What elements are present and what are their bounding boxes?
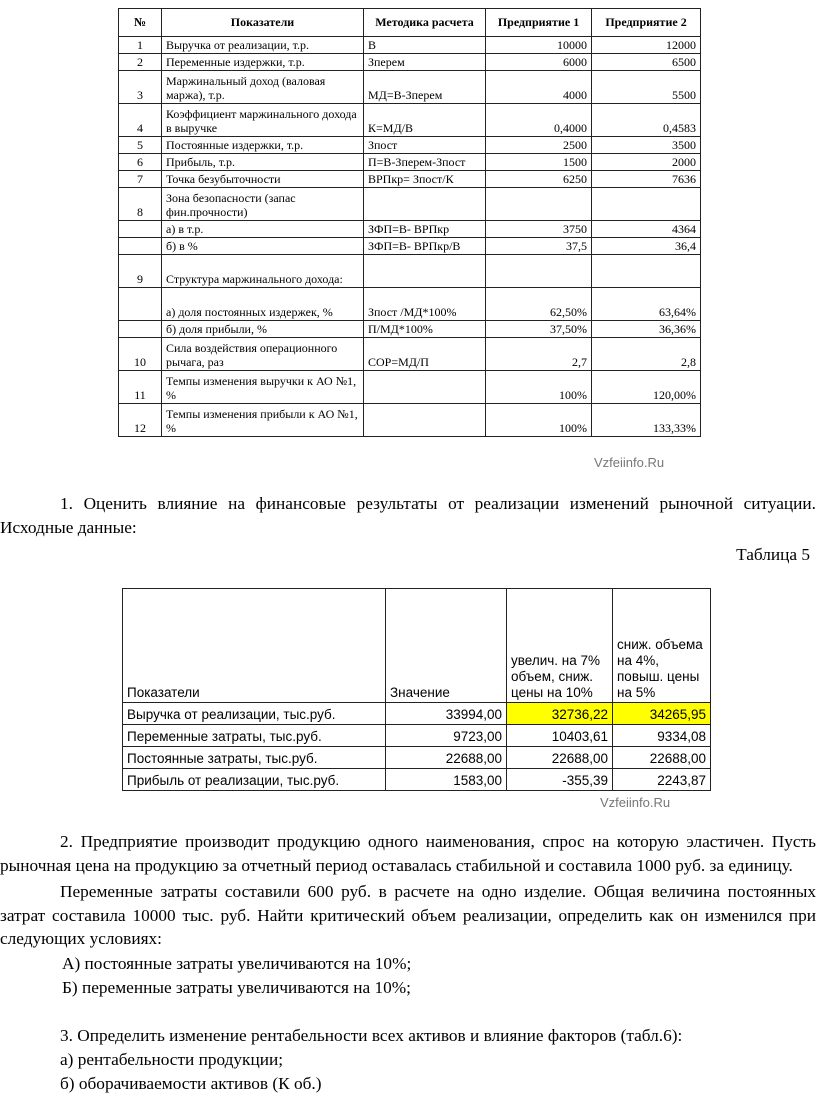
- table-row: [119, 37, 701, 54]
- row-enterprise-2: [592, 255, 701, 288]
- task-1-text: 1. Оценить влияние на финансовые результаты от реализации изменений рыночной ситуации. Исходные данные:: [0, 494, 816, 537]
- condition-b: Б) переменные затраты увеличиваются на 10%;: [62, 978, 411, 997]
- row-number: 9: [119, 255, 162, 288]
- table-row: [119, 321, 701, 338]
- row-number: 8: [119, 188, 162, 221]
- row-scenario-1: -355,39: [507, 769, 613, 791]
- table-row: [119, 221, 701, 238]
- table-row: [119, 338, 701, 371]
- condition-a: А) постоянные затраты увеличиваются на 10%;: [62, 954, 412, 973]
- task-2-details: Переменные затраты составили 600 руб. в расчете на одно изделие. Общая величина постоянных затрат составила 10000 тыс. руб. Найти критический объем реализации, определить как он изменился при следующих условиях:: [0, 882, 816, 948]
- table-row: [123, 747, 711, 769]
- row-enterprise-1: 6250: [486, 171, 592, 188]
- row-number: 7: [119, 171, 162, 188]
- row-method: Зперем: [364, 54, 486, 71]
- row-enterprise-2: 3500: [592, 137, 701, 154]
- table-caption: Таблица 5: [736, 545, 810, 564]
- table-row: [119, 154, 701, 171]
- row-method: ВРПкр= Зпост/К: [364, 171, 486, 188]
- row-indicator: Постоянные затраты, тыс.руб.: [123, 747, 386, 769]
- row-enterprise-2: 120,00%: [592, 371, 701, 404]
- row-enterprise-2: 2000: [592, 154, 701, 171]
- row-method: П=В-Зперем-Зпост: [364, 154, 486, 171]
- row-enterprise-2: 12000: [592, 37, 701, 54]
- row-method: МД=В-Зперем: [364, 71, 486, 104]
- row-indicator: Выручка от реализации, тыс.руб.: [123, 703, 386, 725]
- row-method: ЗФП=В- ВРПкр/В: [364, 238, 486, 255]
- header-enterprise-1: Предприятие 1: [486, 9, 592, 37]
- table-row: [119, 137, 701, 154]
- table-row: [119, 255, 701, 288]
- row-enterprise-2: 2,8: [592, 338, 701, 371]
- header-scenario-2: сниж. объема на 4%, повыш. цены на 5%: [613, 589, 711, 703]
- header-indicator: Показатели: [123, 589, 386, 703]
- row-enterprise-1: 0,4000: [486, 104, 592, 137]
- row-enterprise-2: 7636: [592, 171, 701, 188]
- indicators-table: [118, 8, 701, 437]
- row-enterprise-1: 37,5: [486, 238, 592, 255]
- row-indicator: б) доля прибыли, %: [162, 321, 364, 338]
- row-indicator: Маржинальный доход (валовая маржа), т.р.: [162, 71, 364, 104]
- row-indicator: Прибыль, т.р.: [162, 154, 364, 171]
- row-enterprise-1: 37,50%: [486, 321, 592, 338]
- table-row: [119, 71, 701, 104]
- header-scenario-1: увелич. на 7% объем, сниж. цены на 10%: [507, 589, 613, 703]
- row-method: Зпост /МД*100%: [364, 288, 486, 321]
- table-row: [119, 171, 701, 188]
- watermark: Vzfeiinfo.Ru: [600, 795, 671, 810]
- row-method: [364, 404, 486, 437]
- row-enterprise-2: 6500: [592, 54, 701, 71]
- row-enterprise-2: [592, 188, 701, 221]
- row-enterprise-2: 4364: [592, 221, 701, 238]
- row-number: 6: [119, 154, 162, 171]
- row-indicator: Коэффициент маржинального дохода в выручке: [162, 104, 364, 137]
- table-row: [119, 238, 701, 255]
- row-enterprise-1: [486, 255, 592, 288]
- row-enterprise-1: 100%: [486, 404, 592, 437]
- table-row: [119, 404, 701, 437]
- row-enterprise-1: 10000: [486, 37, 592, 54]
- row-method: П/МД*100%: [364, 321, 486, 338]
- watermark: Vzfeiinfo.Ru: [594, 455, 665, 470]
- row-method: Зпост: [364, 137, 486, 154]
- task-1-paragraph: [0, 492, 816, 539]
- task-2-paragraph: [0, 830, 816, 877]
- row-scenario-2: 9334,08: [613, 725, 711, 747]
- row-indicator: Темпы изменения выручки к АО №1, %: [162, 371, 364, 404]
- row-scenario-2: 34265,95: [613, 703, 711, 725]
- table-row: [123, 769, 711, 791]
- row-enterprise-1: 62,50%: [486, 288, 592, 321]
- row-number: [119, 321, 162, 338]
- table-row: [119, 288, 701, 321]
- header-number: №: [119, 9, 162, 37]
- row-scenario-1: 10403,61: [507, 725, 613, 747]
- row-method: [364, 188, 486, 221]
- row-value: 9723,00: [386, 725, 507, 747]
- row-enterprise-2: 133,33%: [592, 404, 701, 437]
- row-number: 11: [119, 371, 162, 404]
- row-number: 4: [119, 104, 162, 137]
- row-method: [364, 371, 486, 404]
- row-indicator: б) в %: [162, 238, 364, 255]
- table-row: [119, 188, 701, 221]
- row-enterprise-2: 5500: [592, 71, 701, 104]
- table-row: [119, 54, 701, 71]
- row-method: [364, 255, 486, 288]
- row-enterprise-1: 100%: [486, 371, 592, 404]
- header-value: Значение: [386, 589, 507, 703]
- row-value: 33994,00: [386, 703, 507, 725]
- row-enterprise-1: 4000: [486, 71, 592, 104]
- row-number: 12: [119, 404, 162, 437]
- market-change-table: [122, 588, 711, 791]
- row-number: 5: [119, 137, 162, 154]
- row-method: В: [364, 37, 486, 54]
- row-indicator: Структура маржинального дохода:: [162, 255, 364, 288]
- row-indicator: Переменные издержки, т.р.: [162, 54, 364, 71]
- row-enterprise-2: 36,4: [592, 238, 701, 255]
- row-method: ЗФП=В- ВРПкр: [364, 221, 486, 238]
- table-row: [123, 703, 711, 725]
- row-enterprise-1: 6000: [486, 54, 592, 71]
- row-indicator: Постоянные издержки, т.р.: [162, 137, 364, 154]
- row-indicator: Выручка от реализации, т.р.: [162, 37, 364, 54]
- table-row: [119, 371, 701, 404]
- row-scenario-1: 22688,00: [507, 747, 613, 769]
- table-header-row: [119, 9, 701, 37]
- row-enterprise-1: [486, 188, 592, 221]
- row-number: [119, 221, 162, 238]
- row-enterprise-1: 2,7: [486, 338, 592, 371]
- row-enterprise-2: 36,36%: [592, 321, 701, 338]
- header-enterprise-2: Предприятие 2: [592, 9, 701, 37]
- task-3-item-a: а) рентабельности продукции;: [60, 1050, 283, 1069]
- row-method: СОР=МД/П: [364, 338, 486, 371]
- task-3-text: 3. Определить изменение рентабельности всех активов и влияние факторов (табл.6):: [60, 1026, 683, 1045]
- task-2-text: 2. Предприятие производит продукцию одного наименования, спрос на которую эластичен. Пусть рыночная цена на продукцию за отчетный период оставалась стабильной и составила 1000 руб. за единицу.: [0, 832, 816, 875]
- task-3-item-b: б) оборачиваемости активов (К об.): [60, 1074, 322, 1093]
- header-method: Методика расчета: [364, 9, 486, 37]
- row-indicator: Точка безубыточности: [162, 171, 364, 188]
- row-enterprise-1: 1500: [486, 154, 592, 171]
- row-number: 10: [119, 338, 162, 371]
- task-2-conditions: [0, 880, 816, 951]
- row-indicator: Зона безопасности (запас фин.прочности): [162, 188, 364, 221]
- row-number: 2: [119, 54, 162, 71]
- table-row: [123, 725, 711, 747]
- row-indicator: Темпы изменения прибыли к АО №1, %: [162, 404, 364, 437]
- row-scenario-2: 2243,87: [613, 769, 711, 791]
- row-indicator: Сила воздействия операционного рычага, раз: [162, 338, 364, 371]
- row-value: 22688,00: [386, 747, 507, 769]
- table-row: [119, 104, 701, 137]
- row-enterprise-1: 3750: [486, 221, 592, 238]
- row-number: 3: [119, 71, 162, 104]
- row-enterprise-2: 0,4583: [592, 104, 701, 137]
- row-indicator: Прибыль от реализации, тыс.руб.: [123, 769, 386, 791]
- row-enterprise-2: 63,64%: [592, 288, 701, 321]
- row-scenario-1: 32736,22: [507, 703, 613, 725]
- row-number: 1: [119, 37, 162, 54]
- row-scenario-2: 22688,00: [613, 747, 711, 769]
- row-indicator: а) доля постоянных издержек, %: [162, 288, 364, 321]
- row-method: К=МД/В: [364, 104, 486, 137]
- table-header-row: [123, 589, 711, 703]
- row-enterprise-1: 2500: [486, 137, 592, 154]
- row-number: [119, 238, 162, 255]
- row-value: 1583,00: [386, 769, 507, 791]
- row-indicator: Переменные затраты, тыс.руб.: [123, 725, 386, 747]
- row-indicator: а) в т.р.: [162, 221, 364, 238]
- row-number: [119, 288, 162, 321]
- header-indicator: Показатели: [162, 9, 364, 37]
